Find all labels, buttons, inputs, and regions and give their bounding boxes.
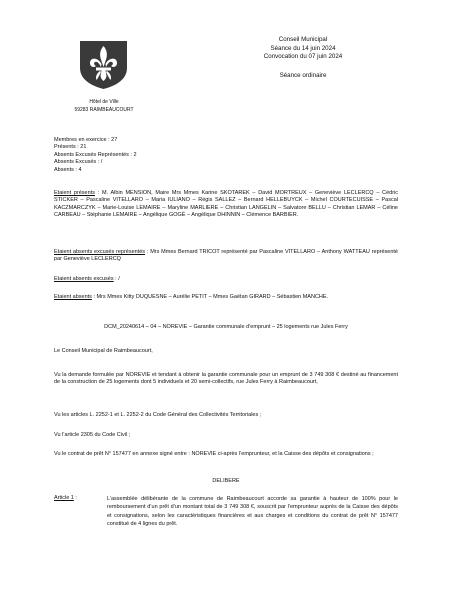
articles-paragraph: Vu les articles L. 2252-1 et L. 2252-2 du Code Général des Collectivités Territoriales ; xyxy=(54,412,262,418)
town-hall-label: Hôtel de Ville xyxy=(89,99,119,105)
council-title: Conseil Municipal xyxy=(278,36,328,43)
attendance-summary xyxy=(54,137,398,174)
present-members xyxy=(54,190,398,220)
convocation-date: Convocation du 07 juin 2024 xyxy=(263,53,343,61)
demand-paragraph: Vu la demande formulée par NOREVIE et tendant à obtenir la garantie communale pour un emprunt de 3 749 308 € destiné au financement de la construction de 25 logements dont 5 individuels et 20 semi-collectifs, rue Jules Ferry à Raimbeaucourt, xyxy=(54,372,398,386)
present-label: Etaient présents xyxy=(54,190,95,196)
town-postcode: 59283 RAIMBEAUCOURT xyxy=(74,107,134,113)
absent-excused-represented-count: Absents Excusés Représentés : 2 xyxy=(54,151,137,158)
excused-label: Etaient absents excusés xyxy=(54,276,114,282)
article-1-title: Article 1 xyxy=(54,495,74,501)
town-address xyxy=(56,98,152,114)
article-1-separator: : xyxy=(73,495,77,501)
article-1-label xyxy=(54,495,77,502)
fleur-de-lis-shield-icon xyxy=(79,40,128,90)
council-intro: Le Conseil Municipal de Raimbeaucourt, xyxy=(54,348,153,354)
present-names: : M. Albin MENSION, Maire Mrs Mmes Karine SKOTAREK – David MORTREUX – Geneviève LECLERCQ – Cédric STICKER – Pascaline VITELLARO – Maria IULIANO – Régis SALLEZ – Bernard HELLEBUYCK – Michel COURTECUISSE – Pascal KACZMARCZYK – Marie-Louise LEMAIRE – Maryline MARLIERE – Christian LANGELIN – Salvatore BELLU – Christian LEMAR – Céline CARBEAU – Stéphanie LEMAIRE – Angélique GOGÉ – Angélique DHINNIN – Clémence BARBIER. xyxy=(54,190,399,219)
excused-members xyxy=(54,276,398,283)
council-session-info xyxy=(243,36,363,80)
absent-count: Absents : 4 xyxy=(54,166,82,173)
delibere-heading: DELIBERE xyxy=(212,478,240,484)
contract-paragraph: Vu le contrat de prêt N° 157477 en annexe signé entre : NOREVIE ci-après l’emprunteur, et la Caisse des dépôts et consignations ; xyxy=(54,451,374,457)
absent-excused-count: Absents Excusés : / xyxy=(54,159,103,166)
article-1-text: L’assemblée délibérante de la commune de Raimbeaucourt accorde sa garantie à hauteur de 100% pour le remboursement d’un prêt d’un montant total de 3 749 308 €, souscrit par l’emprunteur auprès de la Caisse des dépôts et consignations, selon les caractéristiques financières et aux charges et conditions du contrat de prêt N° 157477 constitué de 4 lignes du prêt. xyxy=(107,496,398,527)
absent-members xyxy=(54,294,398,301)
session-date: Séance du 14 juin 2024 xyxy=(270,44,336,52)
civil-code-paragraph: Vu l’article 2305 du Code Civil ; xyxy=(54,432,131,438)
session-type: Séance ordinaire xyxy=(279,71,327,79)
excused-names: : / xyxy=(113,276,120,282)
represented-members xyxy=(54,249,398,264)
absent-names: : Mrs Mmes Kitty DUQUESNE – Aurélie PETIT – Mmes Gaëtan GIRARD – Sébastien MANCHE. xyxy=(91,294,329,300)
absent-label: Etaient absents xyxy=(54,294,92,300)
represented-names: : Mrs Mmes Bernard TRICOT représenté par Pascaline VITELLARO – Anthony WATTEAU représenté par Geneviève LECLERCQ xyxy=(54,249,398,263)
resolution-title: DCM_20240614 – 04 – NOREVIE – Garantie communale d’emprunt – 25 logements rue Jules Ferry xyxy=(104,324,348,330)
members-in-office: Membres en exercice : 27 xyxy=(54,137,118,143)
present-count: Présents : 21 xyxy=(54,144,87,151)
represented-label: Etaient absents excusés représentés xyxy=(54,249,146,255)
